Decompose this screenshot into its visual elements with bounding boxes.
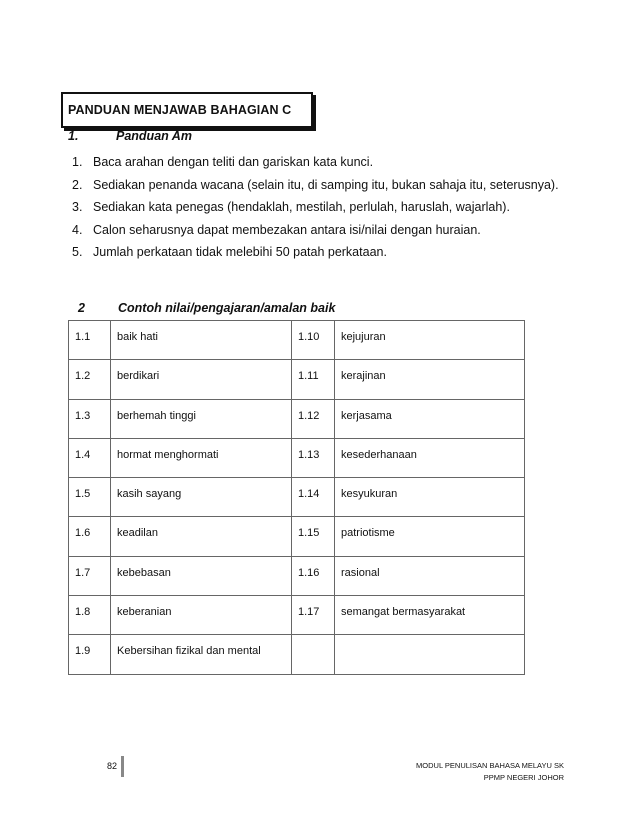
value-code-cell: 1.8	[69, 596, 111, 635]
value-code-cell: 1.15	[292, 517, 335, 556]
value-name-cell: keberanian	[111, 596, 292, 635]
guideline-text: Jumlah perkataan tidak melebihi 50 patah perkataan.	[93, 245, 387, 259]
values-table	[68, 320, 525, 675]
table-row	[69, 438, 525, 477]
guideline-text: Sediakan kata penegas (hendaklah, mestilah, perlulah, haruslah, wajarlah).	[93, 200, 510, 214]
value-code-cell: 1.3	[69, 399, 111, 438]
footer-module-line2: PPMP NEGERI JOHOR	[483, 773, 564, 782]
value-code-cell: 1.14	[292, 478, 335, 517]
value-name-cell: berhemah tinggi	[111, 399, 292, 438]
table-row	[69, 635, 525, 674]
value-name-cell: patriotisme	[335, 517, 525, 556]
section-1-label: Panduan Am	[116, 129, 192, 143]
guideline-number: 3.	[72, 200, 83, 214]
value-name-cell: keadilan	[111, 517, 292, 556]
guideline-number: 5.	[72, 245, 83, 259]
table-row	[69, 596, 525, 635]
value-code-cell: 1.5	[69, 478, 111, 517]
value-name-cell: baik hati	[111, 321, 292, 360]
footer-divider	[121, 756, 124, 777]
value-name-cell: kasih sayang	[111, 478, 292, 517]
table-row	[69, 321, 525, 360]
guideline-number: 1.	[72, 155, 83, 169]
guideline-text: Calon seharusnya dapat membezakan antara isi/nilai dengan huraian.	[93, 222, 481, 237]
value-name-cell: kesederhanaan	[335, 438, 525, 477]
table-row	[69, 360, 525, 399]
guideline-text: Baca arahan dengan teliti dan gariskan kata kunci.	[93, 155, 374, 169]
value-code-cell: 1.10	[292, 321, 335, 360]
table-row	[69, 556, 525, 595]
section-title-box	[61, 92, 313, 128]
section-2-label: Contoh nilai/pengajaran/amalan baik	[118, 301, 336, 315]
value-code-cell: 1.9	[69, 635, 111, 674]
value-code-cell: 1.7	[69, 556, 111, 595]
value-code-cell: 1.17	[292, 596, 335, 635]
footer-module-line1: MODUL PENULISAN BAHASA MELAYU SK	[416, 761, 564, 770]
guideline-text: Sediakan penanda wacana (selain itu, di samping itu, bukan sahaja itu, seterusnya).	[93, 177, 559, 192]
value-code-cell: 1.2	[69, 360, 111, 399]
value-name-cell: kerjasama	[335, 399, 525, 438]
value-code-cell: 1.11	[292, 360, 335, 399]
value-code-cell: 1.16	[292, 556, 335, 595]
value-code-cell: 1.4	[69, 438, 111, 477]
value-name-cell: kejujuran	[335, 321, 525, 360]
value-name-cell: berdikari	[111, 360, 292, 399]
section-title: PANDUAN MENJAWAB BAHAGIAN C	[68, 103, 292, 117]
guideline-number: 2.	[72, 177, 83, 192]
value-name-cell: kebebasan	[111, 556, 292, 595]
value-name-cell: rasional	[335, 556, 525, 595]
value-code-cell: 1.6	[69, 517, 111, 556]
value-name-cell: semangat bermasyarakat	[335, 596, 525, 635]
footer-module	[416, 760, 564, 784]
table-row	[69, 399, 525, 438]
value-code-cell: 1.12	[292, 399, 335, 438]
value-name-cell: kesyukuran	[335, 478, 525, 517]
value-code-cell: 1.13	[292, 438, 335, 477]
guideline-number: 4.	[72, 222, 83, 237]
page-number: 82	[107, 761, 118, 771]
section-2-number: 2	[78, 301, 85, 315]
table-row	[69, 517, 525, 556]
value-code-cell	[292, 635, 335, 674]
section-1-number: 1.	[68, 129, 79, 143]
value-code-cell: 1.1	[69, 321, 111, 360]
value-name-cell: hormat menghormati	[111, 438, 292, 477]
value-name-cell	[335, 635, 525, 674]
table-row	[69, 478, 525, 517]
value-name-cell: Kebersihan fizikal dan mental	[111, 635, 292, 674]
value-name-cell: kerajinan	[335, 360, 525, 399]
